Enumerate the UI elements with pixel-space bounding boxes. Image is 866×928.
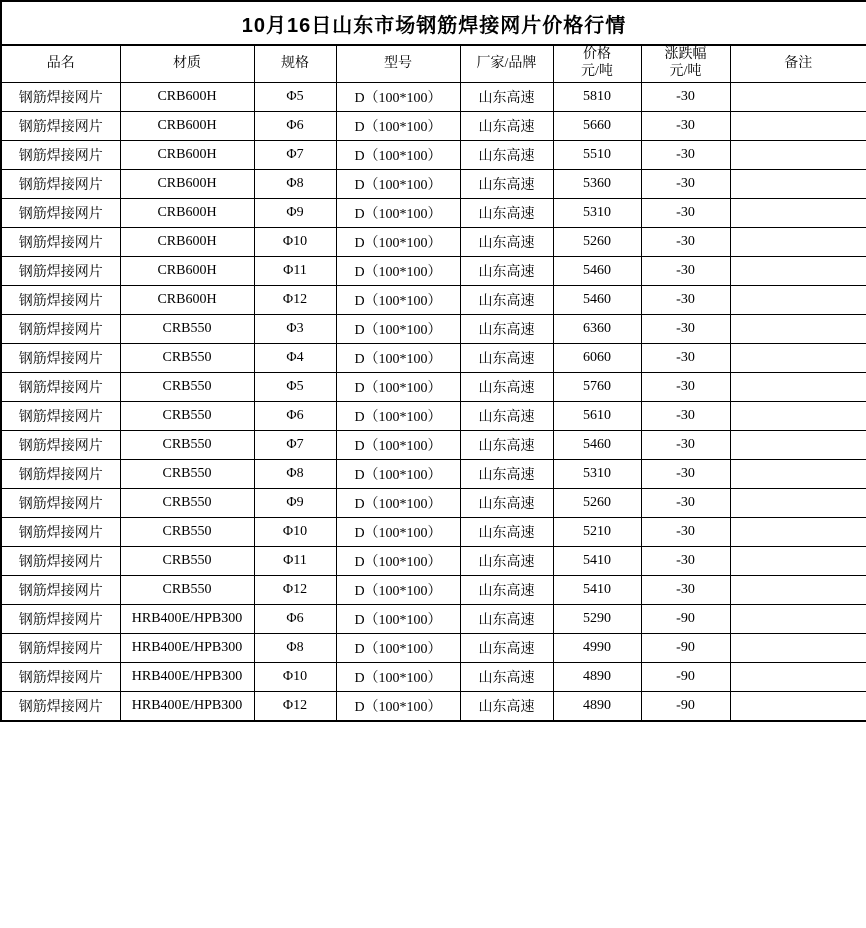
cell-spec: Φ5	[254, 83, 336, 112]
cell-product: 钢筋焊接网片	[1, 605, 120, 634]
cell-change: -30	[641, 518, 730, 547]
cell-material: CRB600H	[120, 83, 254, 112]
cell-brand: 山东高速	[460, 170, 553, 199]
cell-product: 钢筋焊接网片	[1, 228, 120, 257]
cell-remark	[730, 257, 866, 286]
table-row	[1, 199, 866, 228]
cell-product: 钢筋焊接网片	[1, 199, 120, 228]
table-row	[1, 460, 866, 489]
title-row	[1, 1, 866, 45]
table-row	[1, 315, 866, 344]
cell-remark	[730, 286, 866, 315]
table-row	[1, 576, 866, 605]
cell-product: 钢筋焊接网片	[1, 257, 120, 286]
cell-brand: 山东高速	[460, 315, 553, 344]
cell-price: 5460	[553, 431, 641, 460]
table-row	[1, 373, 866, 402]
cell-price: 5210	[553, 518, 641, 547]
cell-model: D（100*100）	[336, 692, 460, 721]
cell-change: -90	[641, 605, 730, 634]
cell-spec: Φ9	[254, 489, 336, 518]
column-header-remark: 备注	[730, 45, 866, 83]
cell-material: CRB550	[120, 402, 254, 431]
cell-spec: Φ12	[254, 576, 336, 605]
cell-material: CRB600H	[120, 170, 254, 199]
table-row	[1, 83, 866, 112]
cell-change: -30	[641, 315, 730, 344]
column-header-model: 型号	[336, 45, 460, 83]
cell-change: -30	[641, 141, 730, 170]
table-row	[1, 141, 866, 170]
cell-brand: 山东高速	[460, 141, 553, 170]
cell-model: D（100*100）	[336, 605, 460, 634]
cell-material: CRB550	[120, 344, 254, 373]
cell-change: -30	[641, 373, 730, 402]
cell-material: CRB600H	[120, 141, 254, 170]
table-row	[1, 547, 866, 576]
cell-change: -90	[641, 663, 730, 692]
cell-model: D（100*100）	[336, 547, 460, 576]
cell-price: 4890	[553, 692, 641, 721]
cell-price: 5460	[553, 257, 641, 286]
cell-material: CRB600H	[120, 228, 254, 257]
cell-remark	[730, 228, 866, 257]
cell-spec: Φ12	[254, 692, 336, 721]
cell-model: D（100*100）	[336, 518, 460, 547]
cell-change: -30	[641, 489, 730, 518]
cell-product: 钢筋焊接网片	[1, 315, 120, 344]
cell-spec: Φ8	[254, 460, 336, 489]
cell-price: 4990	[553, 634, 641, 663]
cell-change: -90	[641, 692, 730, 721]
cell-model: D（100*100）	[336, 489, 460, 518]
cell-model: D（100*100）	[336, 431, 460, 460]
cell-price: 5810	[553, 83, 641, 112]
table-row	[1, 170, 866, 199]
cell-remark	[730, 112, 866, 141]
cell-material: CRB600H	[120, 112, 254, 141]
cell-product: 钢筋焊接网片	[1, 692, 120, 721]
cell-price: 6360	[553, 315, 641, 344]
cell-remark	[730, 170, 866, 199]
cell-model: D（100*100）	[336, 576, 460, 605]
cell-model: D（100*100）	[336, 634, 460, 663]
cell-spec: Φ5	[254, 373, 336, 402]
cell-model: D（100*100）	[336, 373, 460, 402]
cell-model: D（100*100）	[336, 344, 460, 373]
cell-spec: Φ6	[254, 605, 336, 634]
cell-remark	[730, 315, 866, 344]
table-row	[1, 634, 866, 663]
cell-spec: Φ10	[254, 663, 336, 692]
cell-change: -30	[641, 576, 730, 605]
cell-model: D（100*100）	[336, 228, 460, 257]
cell-remark	[730, 489, 866, 518]
cell-change: -30	[641, 547, 730, 576]
cell-spec: Φ11	[254, 547, 336, 576]
cell-material: CRB600H	[120, 286, 254, 315]
cell-remark	[730, 373, 866, 402]
cell-price: 5460	[553, 286, 641, 315]
table-row	[1, 489, 866, 518]
cell-brand: 山东高速	[460, 576, 553, 605]
cell-brand: 山东高速	[460, 605, 553, 634]
column-header-change: 涨跌幅 元/吨	[641, 45, 730, 83]
cell-brand: 山东高速	[460, 663, 553, 692]
cell-spec: Φ7	[254, 431, 336, 460]
cell-remark	[730, 605, 866, 634]
cell-product: 钢筋焊接网片	[1, 286, 120, 315]
cell-change: -30	[641, 286, 730, 315]
page-title: 10月16日山东市场钢筋焊接网片价格行情	[1, 1, 866, 45]
cell-change: -30	[641, 257, 730, 286]
cell-remark	[730, 576, 866, 605]
cell-price: 5260	[553, 489, 641, 518]
cell-material: HRB400E/HPB300	[120, 634, 254, 663]
cell-product: 钢筋焊接网片	[1, 518, 120, 547]
cell-product: 钢筋焊接网片	[1, 170, 120, 199]
cell-change: -30	[641, 228, 730, 257]
cell-material: CRB550	[120, 315, 254, 344]
cell-brand: 山东高速	[460, 692, 553, 721]
cell-material: CRB550	[120, 431, 254, 460]
cell-change: -30	[641, 431, 730, 460]
cell-model: D（100*100）	[336, 315, 460, 344]
table-row	[1, 344, 866, 373]
table-row	[1, 663, 866, 692]
table-row	[1, 286, 866, 315]
cell-material: CRB600H	[120, 199, 254, 228]
cell-price: 5760	[553, 373, 641, 402]
cell-product: 钢筋焊接网片	[1, 663, 120, 692]
cell-change: -30	[641, 199, 730, 228]
cell-brand: 山东高速	[460, 547, 553, 576]
column-header-price: 价格 元/吨	[553, 45, 641, 83]
cell-brand: 山东高速	[460, 460, 553, 489]
cell-spec: Φ12	[254, 286, 336, 315]
cell-product: 钢筋焊接网片	[1, 460, 120, 489]
cell-brand: 山东高速	[460, 286, 553, 315]
table-row	[1, 431, 866, 460]
table-body	[1, 83, 866, 721]
cell-price: 5610	[553, 402, 641, 431]
cell-material: HRB400E/HPB300	[120, 692, 254, 721]
cell-product: 钢筋焊接网片	[1, 634, 120, 663]
cell-model: D（100*100）	[336, 402, 460, 431]
cell-price: 5360	[553, 170, 641, 199]
cell-model: D（100*100）	[336, 460, 460, 489]
cell-model: D（100*100）	[336, 257, 460, 286]
cell-spec: Φ8	[254, 170, 336, 199]
cell-price: 4890	[553, 663, 641, 692]
table-row	[1, 518, 866, 547]
cell-model: D（100*100）	[336, 83, 460, 112]
cell-product: 钢筋焊接网片	[1, 489, 120, 518]
cell-product: 钢筋焊接网片	[1, 576, 120, 605]
cell-brand: 山东高速	[460, 518, 553, 547]
cell-spec: Φ9	[254, 199, 336, 228]
cell-material: HRB400E/HPB300	[120, 605, 254, 634]
table-row	[1, 112, 866, 141]
table-row	[1, 605, 866, 634]
cell-spec: Φ10	[254, 518, 336, 547]
cell-brand: 山东高速	[460, 402, 553, 431]
cell-brand: 山东高速	[460, 431, 553, 460]
cell-product: 钢筋焊接网片	[1, 431, 120, 460]
cell-material: CRB550	[120, 576, 254, 605]
cell-remark	[730, 663, 866, 692]
table-row	[1, 257, 866, 286]
cell-material: CRB600H	[120, 257, 254, 286]
cell-price: 5290	[553, 605, 641, 634]
cell-price: 5310	[553, 460, 641, 489]
cell-brand: 山东高速	[460, 344, 553, 373]
cell-model: D（100*100）	[336, 141, 460, 170]
cell-price: 5310	[553, 199, 641, 228]
cell-brand: 山东高速	[460, 634, 553, 663]
cell-price: 6060	[553, 344, 641, 373]
cell-spec: Φ3	[254, 315, 336, 344]
cell-product: 钢筋焊接网片	[1, 112, 120, 141]
cell-remark	[730, 518, 866, 547]
cell-model: D（100*100）	[336, 199, 460, 228]
cell-remark	[730, 460, 866, 489]
cell-change: -90	[641, 634, 730, 663]
cell-product: 钢筋焊接网片	[1, 402, 120, 431]
column-header-material: 材质	[120, 45, 254, 83]
cell-brand: 山东高速	[460, 257, 553, 286]
cell-remark	[730, 141, 866, 170]
cell-material: CRB550	[120, 518, 254, 547]
cell-model: D（100*100）	[336, 170, 460, 199]
cell-price: 5410	[553, 576, 641, 605]
cell-remark	[730, 402, 866, 431]
cell-spec: Φ6	[254, 402, 336, 431]
cell-change: -30	[641, 344, 730, 373]
table-row	[1, 402, 866, 431]
cell-spec: Φ4	[254, 344, 336, 373]
column-header-product: 品名	[1, 45, 120, 83]
cell-change: -30	[641, 112, 730, 141]
cell-change: -30	[641, 83, 730, 112]
cell-change: -30	[641, 402, 730, 431]
cell-model: D（100*100）	[336, 286, 460, 315]
cell-remark	[730, 83, 866, 112]
table-row	[1, 692, 866, 721]
cell-product: 钢筋焊接网片	[1, 373, 120, 402]
cell-price: 5660	[553, 112, 641, 141]
cell-spec: Φ6	[254, 112, 336, 141]
cell-product: 钢筋焊接网片	[1, 83, 120, 112]
column-header-spec: 规格	[254, 45, 336, 83]
cell-brand: 山东高速	[460, 373, 553, 402]
cell-remark	[730, 692, 866, 721]
cell-model: D（100*100）	[336, 663, 460, 692]
cell-brand: 山东高速	[460, 112, 553, 141]
cell-product: 钢筋焊接网片	[1, 141, 120, 170]
cell-brand: 山东高速	[460, 199, 553, 228]
cell-model: D（100*100）	[336, 112, 460, 141]
cell-product: 钢筋焊接网片	[1, 344, 120, 373]
cell-change: -30	[641, 460, 730, 489]
cell-product: 钢筋焊接网片	[1, 547, 120, 576]
cell-spec: Φ8	[254, 634, 336, 663]
cell-material: CRB550	[120, 547, 254, 576]
cell-price: 5260	[553, 228, 641, 257]
cell-remark	[730, 199, 866, 228]
cell-spec: Φ7	[254, 141, 336, 170]
cell-spec: Φ10	[254, 228, 336, 257]
cell-spec: Φ11	[254, 257, 336, 286]
cell-remark	[730, 344, 866, 373]
cell-material: CRB550	[120, 489, 254, 518]
cell-price: 5410	[553, 547, 641, 576]
cell-remark	[730, 431, 866, 460]
cell-brand: 山东高速	[460, 489, 553, 518]
cell-material: CRB550	[120, 373, 254, 402]
cell-material: CRB550	[120, 460, 254, 489]
cell-material: HRB400E/HPB300	[120, 663, 254, 692]
cell-remark	[730, 634, 866, 663]
cell-price: 5510	[553, 141, 641, 170]
column-header-brand: 厂家/品牌	[460, 45, 553, 83]
table-row	[1, 228, 866, 257]
header-row	[1, 45, 866, 83]
cell-brand: 山东高速	[460, 83, 553, 112]
cell-brand: 山东高速	[460, 228, 553, 257]
cell-remark	[730, 547, 866, 576]
cell-change: -30	[641, 170, 730, 199]
